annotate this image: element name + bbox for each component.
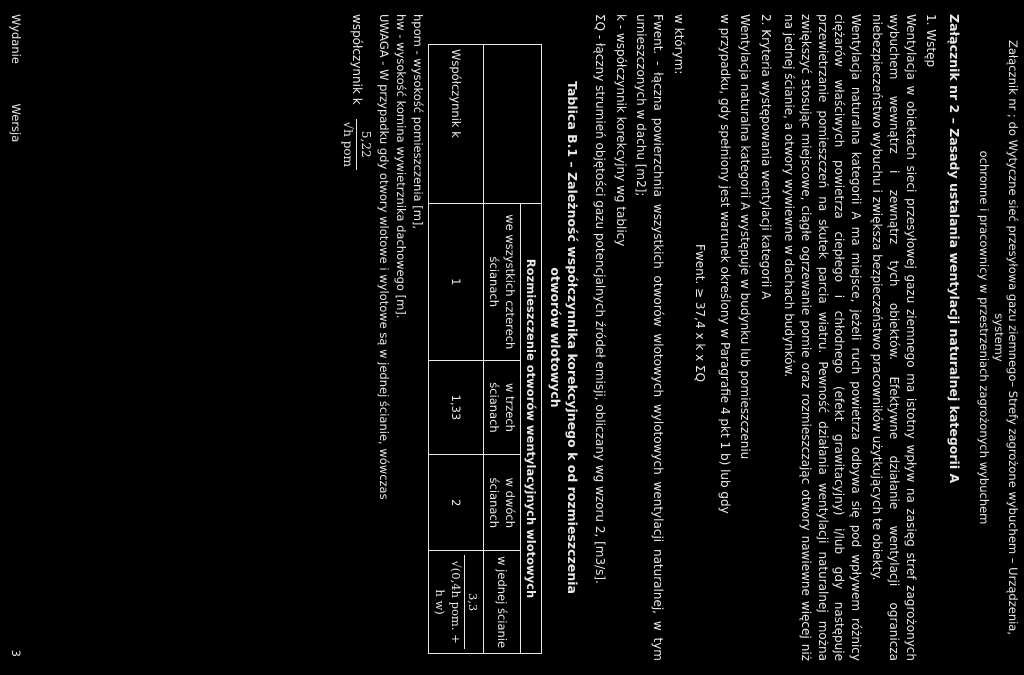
w-ktorym-label: w którym: [672,14,687,75]
table-row [429,45,483,654]
table-corner-cell [483,45,541,204]
definition-hw: hw - wysokość komina wywietrznika dachowego [m]. [394,14,409,319]
fraction-denominator: √(0,4h pom. + h w) [432,560,463,644]
annex-title: Załącznik nr 2 – Zasady ustalania wentylacji naturalnej kategorii A [946,14,962,484]
k-formula [340,14,375,661]
k-fraction-denominator: √h pom [341,121,356,168]
value-four-walls: 1 [429,204,483,361]
k-formula-fraction [340,119,375,170]
section-2-paragraph-2: w przypadku, gdy spełniony jest warunek określony w Paragrafie 4 pkt 1 b) lub gdy [717,14,732,514]
k-formula-label: współczynnik k [350,14,365,105]
document-content [340,14,1020,661]
header-line-2: ochronne i pracownicy w przestrzeniach zagrożonych wybuchem [977,150,992,525]
row-label: Współczynnik k [429,45,483,204]
k-fraction-numerator: 5,22 [356,119,374,170]
page-footer [8,14,24,657]
definition-hpom: hpom - wysokość pomieszczenia [m], [411,14,426,230]
page-number: 3 [9,649,24,657]
value-two-walls: 2 [429,455,483,551]
column-header-one-wall: w jednej ścianie [483,551,520,654]
ventilation-formula: Fwent. ≥ 37,4 x k x ΣQ [692,244,707,383]
section-1-heading: 1. Wstęp [924,14,939,68]
correction-coefficient-table [428,44,542,654]
column-header-four-walls: we wszystkich czterech ścianach [483,204,520,361]
section-1-paragraph-1: Wentylacja w obiektach sieci przesyłowej gazu ziemnego ma istotny wpływ na zasięg stref zagrożonych wybuchem wewnątrz i zewnątrz tych obiektów. Efektywne działanie wentylacji ogranicza niebezpieczeństwo wybuchu i zwiększa bezpieczeństwo pracowników użytkujących te obiekty. [869,14,918,661]
section-2-paragraph-1: Wentylacja naturalna kategorii A występuje w budynku lub pomieszczeniu [738,14,753,460]
uwaga-note: UWAGA - W przypadku gdy otwory wlotowe i wylotowe są w jednej ścianie, wówczas [377,14,392,500]
table-header-row [520,45,541,654]
footer-left [8,14,24,657]
section-2-heading: 2. Kryteria występowania wentylacji kategorii A [759,14,774,300]
section-1-paragraph-2: Wentylacja naturalna kategorii A ma miejsce, jeżeli ruch powietrza odbywa się pod wpływem różnicy ciężarów właściwych powietrza ciepłego i chłodnego (efekt grawitacyjny) i/lub gdy następuje przewietrzanie pomieszczeń na skutek parcia wiatru. Pewność działania wentylacji naturalnej można zwiększyć stosując miejscowe, ciągłe ogrzewanie pomie oraz rozmieszczając otwory nawiewne więcej niż na jednej ścianie, a otwory wywiewne w dachach budynków. [782,14,864,661]
page-header [977,14,1020,661]
table-title: Tablica B.1 – Zależność współczynnika korekcyjnego k od rozmieszczenia otworów wlotowych [547,81,581,594]
one-wall-fraction [431,555,480,649]
definition-fwent: Fwent. - łączna powierzchnia wszystkich otworów wlotowych wylotowych wentylacji naturalnej, w tym umieszczonych w dachu [m2]; [634,14,666,661]
table-group-header: Rozmieszczenie otworów wentylacyjnych wlotowych [520,204,541,654]
value-one-wall [429,551,483,654]
column-header-two-walls: w dwóch ścianach [483,455,520,551]
footer-wersja: Wersja [9,103,24,143]
header-line-1: Załącznik nr ; do Wytyczne sieć przesyłowa gazu ziemnego– Strefy zagrożone wybuchem – Urządzenia, systemy [991,39,1020,636]
column-header-three-walls: w trzech ścianach [483,360,520,455]
definition-q: ΣQ - łączny strumień objętości gazu potencjalnych źródeł emisji, obliczany wg wzoru 2, [m3/s]. [592,14,607,584]
definition-k: k - współczynnik korekcyjny wg tablicy [613,14,628,247]
fraction-numerator: 3,3 [464,555,481,649]
value-three-walls: 1,33 [429,360,483,455]
footer-wydanie: Wydanie [9,14,24,64]
